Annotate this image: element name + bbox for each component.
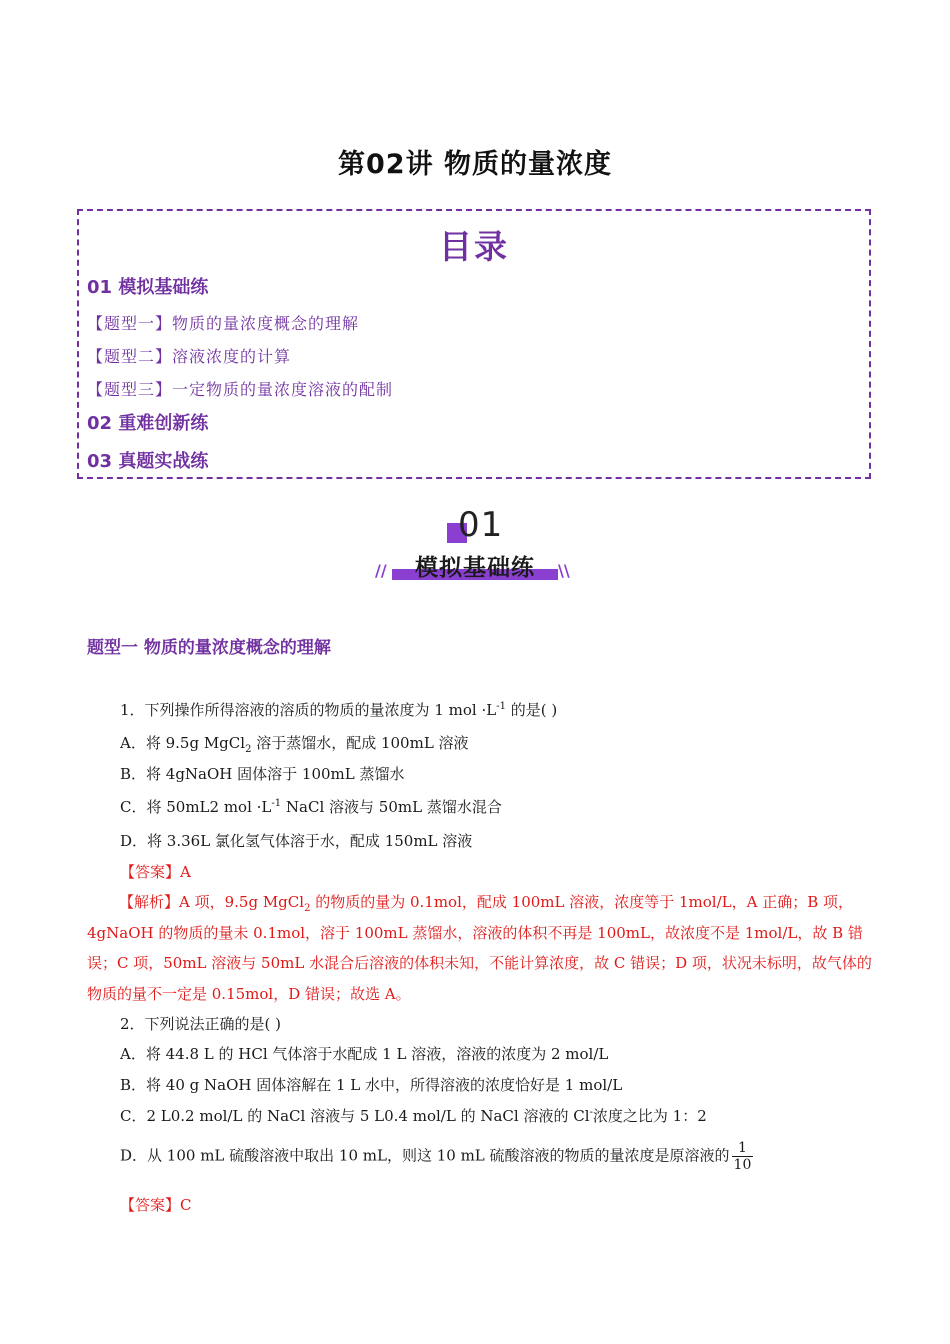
section-heading: 题型一 物质的量浓度概念的理解 [87, 638, 331, 658]
banner-text: 模拟基础练 [415, 555, 535, 581]
question-2-stem: 2．下列说法正确的是( ) [120, 1015, 282, 1033]
banner-left-marks: // [375, 561, 387, 580]
toc-item[interactable]: 【题型二】溶液浓度的计算 [87, 347, 292, 366]
toc-heading: 目录 [439, 227, 509, 266]
banner-number: 01 [458, 505, 504, 545]
fraction: $\frac{1}{10}$ [733, 1140, 752, 1173]
question-2-option-b: B．将 40 g NaOH 固体溶解在 1 L 水中，所得溶液的浓度恰好是 1 mol/L [120, 1076, 623, 1094]
section-banner [370, 505, 580, 590]
toc-item[interactable]: 01 模拟基础练 [87, 277, 209, 298]
toc-item[interactable]: 03 真题实战练 [87, 451, 209, 472]
question-1-option-d: D．将 3.36L 氯化氢气体溶于水，配成 150mL 溶液 [120, 832, 473, 850]
question-1-option-a: A．将 9.5g MgCl$_2$ 溶于蒸馏水，配成 100mL 溶液 [120, 734, 469, 755]
question-2-option-c: C．2 L0.2 mol/L 的 NaCl 溶液与 5 L0.4 mol/L 的 NaCl 溶液的 Cl-浓度之比为 1：2 [120, 1107, 707, 1125]
question-2-option-d: D．从 100 mL 硫酸溶液中取出 10 mL，则这 10 mL 硫酸溶液的物质的量浓度是原溶液的 $\frac{1}{10}$ [120, 1140, 752, 1173]
question-1-stem: 1．下列操作所得溶液的溶质的物质的量浓度为 1 mol $\cdot L^{-1}$ 的是( ) [120, 701, 558, 719]
question-1-analysis: 【解析】A 项，9.5g MgCl$_2$ 的物质的量为 0.1mol，配成 100mL 溶液，浓度等于 1mol/L，A 正确；B 项，4gNaOH 的物质的量未 0.1mol，溶于 100mL 蒸馏水，溶液的体积不再是 100mL，故浓度不是 1mol/L，故 B 错误；C 项，50mL 溶液与 50mL 水混合后溶液的体积未知，不能计算浓度，故 C 错误；D 项，状况未标明，故气体的物质的量不一定是 0.15mol，D 错误；故选 A。 [87, 893, 872, 1003]
question-1-option-b: B．将 4gNaOH 固体溶于 100mL 蒸馏水 [120, 765, 405, 783]
question-2-option-a: A．将 44.8 L 的 HCl 气体溶于水配成 1 L 溶液，溶液的浓度为 2 mol/L [120, 1045, 609, 1063]
toc-item[interactable]: 【题型三】一定物质的量浓度溶液的配制 [87, 380, 394, 399]
toc-item[interactable]: 【题型一】物质的量浓度概念的理解 [87, 314, 360, 333]
question-1-answer: 【答案】A [120, 863, 191, 881]
question-2-answer: 【答案】C [120, 1196, 192, 1214]
toc-item[interactable]: 02 重难创新练 [87, 413, 209, 434]
banner-right-marks: \\ [558, 561, 570, 580]
table-of-contents [77, 209, 871, 479]
question-1-option-c: C．将 50mL2 mol $\cdot L^{-1}$ NaCl 溶液与 50mL 蒸馏水混合 [120, 798, 502, 816]
page-title: 第02讲 物质的量浓度 [338, 149, 612, 180]
